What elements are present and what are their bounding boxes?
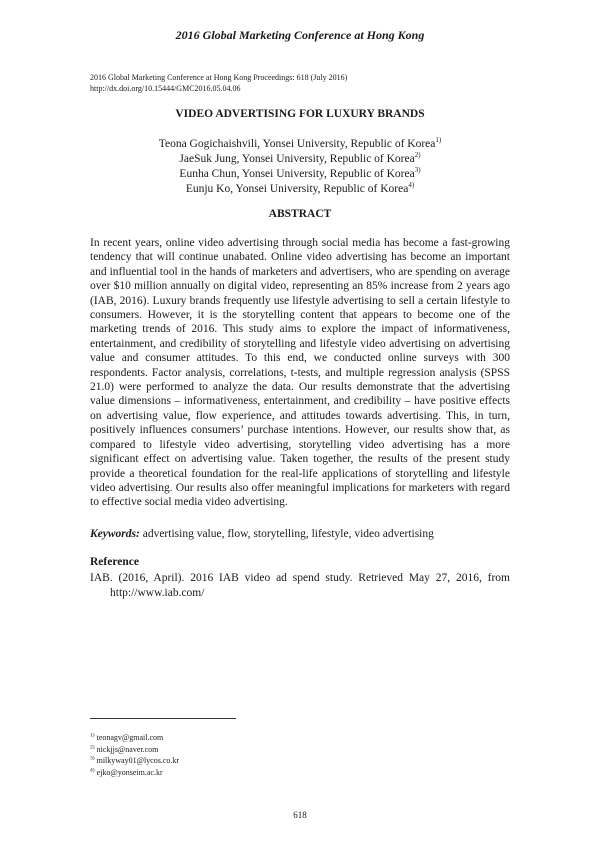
footnote-divider: [90, 718, 236, 719]
footnote-email: milkyway01@lycos.co.kr: [94, 756, 180, 766]
author-text: Teona Gogichaishvili, Yonsei University, Republic of Korea: [158, 138, 436, 150]
author-line: [0, 167, 600, 182]
footnote-item: [90, 755, 179, 767]
author-list: [0, 137, 600, 197]
footnote-mark: 1): [90, 732, 95, 739]
abstract-heading: ABSTRACT: [268, 208, 332, 220]
abstract-body: In recent years, online video advertising through social media has become a fast-growing tendency that will continue unabated. Online video advertising has become an important and influential tool in the hands of marketers and advertisers, who are spending on average over $10 million annually on digital video, representing an 85% increase from 2 years ago (IAB, 2016). Luxury brands frequently use lifestyle advertising to sell a certain lifestyle to consumers. However, it is the storytelling content that appears to become one of the marketing trends of 2016. This study aims to explore the impact of informativeness, entertainment, and credibility of storytelling and lifestyle video advertising on advertising value and consumer attitudes. To this end, we conducted online surveys with 300 respondents. Factor analysis, correlations, t-tests, and multiple regression analysis (SPSS 21.0) were performed to analyze the data. Our results demonstrate that the advertising value dimensions – informativeness, entertainment, and credibility – have positive effects on advertising value, flow experience, and attitudes towards advertising. This, in turn, positively influences consumers’ purchase intentions. However, our results show that, as compared to lifestyle video advertising, storytelling video advertising has a more significant effect on advertising value. Taken together, the results of the present study provide a theoretical foundation for the real-life applications of storytelling and lifestyle video advertising. Our results also offer meaningful implications for marketers with regard to effective social media video advertising.: [90, 237, 510, 509]
reference-entry: IAB. (2016, April). 2016 IAB video ad spend study. Retrieved May 27, 2016, from http://www.iab.com/: [90, 572, 510, 599]
footnote-mark: 2): [90, 743, 95, 750]
footnote-email: nickjjs@naver.com: [94, 744, 159, 754]
keywords-text: advertising value, flow, storytelling, lifestyle, video advertising: [139, 528, 434, 540]
author-footnote-mark: 3): [414, 166, 421, 175]
author-text: Eunha Chun, Yonsei University, Republic of Korea: [179, 168, 415, 180]
author-text: JaeSuk Jung, Yonsei University, Republic of Korea: [179, 153, 415, 165]
author-footnote-mark: 4): [408, 181, 415, 190]
doi-link[interactable]: http://dx.doi.org/10.15444/GMC2016.05.04.06: [90, 84, 241, 93]
reference-heading: Reference: [90, 556, 139, 568]
author-line: [0, 137, 600, 152]
paper-title: VIDEO ADVERTISING FOR LUXURY BRANDS: [175, 108, 425, 120]
footnote-email: ejko@yonseim.ac.kr: [94, 767, 163, 777]
footnote-mark: 3): [90, 755, 95, 762]
footnote-item: [90, 732, 179, 744]
keywords-label: Keywords:: [90, 528, 140, 540]
footnote-item: [90, 744, 179, 756]
footnote-email: teonagv@gmail.com: [94, 733, 164, 742]
author-line: [0, 152, 600, 167]
page-number: 618: [293, 810, 307, 820]
author-line: [0, 182, 600, 197]
author-footnote-mark: 1): [435, 136, 442, 145]
author-text: Eunju Ko, Yonsei University, Republic of Korea: [185, 183, 409, 195]
footnotes: [90, 732, 179, 778]
proceedings-info: [90, 72, 347, 94]
proceedings-citation: 2016 Global Marketing Conference at Hong Kong Proceedings: 618 (July 2016): [90, 73, 348, 82]
footnote-mark: 4): [90, 767, 95, 774]
keywords: [90, 528, 510, 540]
footnote-item: [90, 767, 179, 779]
author-footnote-mark: 2): [414, 151, 421, 160]
running-header: 2016 Global Marketing Conference at Hong Kong: [175, 28, 425, 42]
